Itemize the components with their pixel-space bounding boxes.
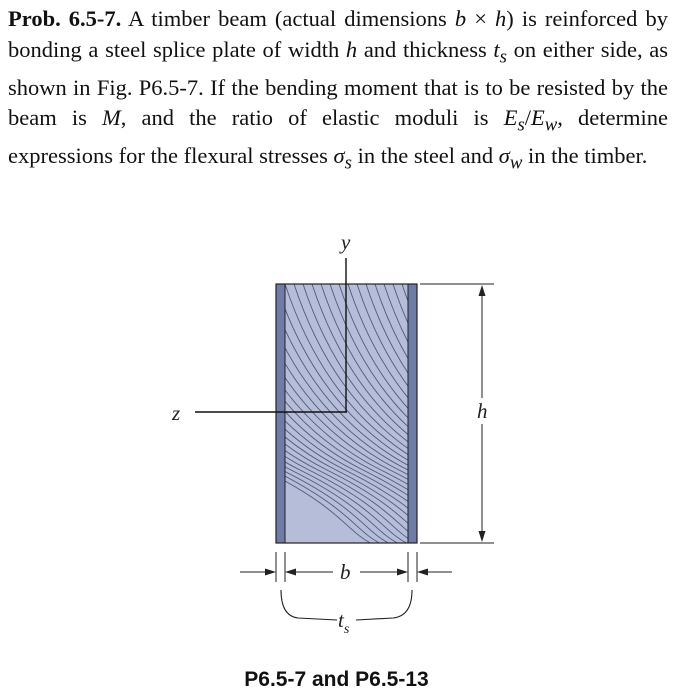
- math-E: E: [531, 105, 545, 130]
- text-run: in the timber.: [522, 143, 648, 168]
- z-axis-label: z: [172, 401, 181, 425]
- math-sigma: σ: [333, 143, 345, 168]
- problem-number: Prob. 6.5-7.: [8, 6, 122, 31]
- grain-line: [393, 284, 653, 545]
- steel-plate-left: [276, 284, 285, 543]
- text-run: , and the ratio of elastic moduli is: [120, 105, 504, 130]
- grain-line: [501, 284, 673, 545]
- math-b: b: [454, 6, 467, 31]
- grain-line: [402, 284, 662, 545]
- math-sub-w: w: [509, 152, 523, 174]
- math-M: M: [102, 105, 121, 130]
- grain-line: [465, 284, 673, 545]
- text-run: ×: [466, 6, 495, 31]
- grain-line: [384, 284, 644, 545]
- math-sigma: σ: [498, 143, 510, 168]
- grain-line: [474, 284, 673, 545]
- grain-line: [483, 284, 673, 545]
- text-run: ) is reinforced by bonding a steel splice plate of width: [8, 6, 668, 62]
- thickness-arrow-left: [265, 569, 276, 576]
- grain-line: [411, 284, 671, 545]
- b-arrow-left: [285, 569, 296, 576]
- steel-plate-right: [408, 284, 417, 543]
- text-run: /: [524, 105, 531, 130]
- y-axis-label: y: [341, 230, 351, 254]
- height-label: h: [477, 399, 488, 423]
- math-t: t: [493, 36, 500, 62]
- grain-line: [492, 284, 673, 545]
- math-h: h: [494, 6, 507, 31]
- text-run: in the steel and: [351, 143, 499, 168]
- math-E: E: [503, 105, 518, 130]
- thickness-brace: [281, 590, 412, 620]
- thickness-label: $t_s$: [338, 608, 350, 637]
- text-run: on either side, as shown in Fig. P6.5-7. If the bending moment that is to be resisted by the beam is: [8, 36, 668, 130]
- math-sub-s: s: [517, 114, 525, 136]
- math-sub-s: s: [499, 46, 507, 67]
- thickness-arrow-right: [417, 569, 428, 576]
- text-run: and thickness: [357, 36, 494, 62]
- width-label: b: [340, 560, 351, 584]
- text-run: A timber beam (actual dimensions: [128, 6, 455, 31]
- b-arrow-right: [397, 569, 408, 576]
- grain-line: [420, 284, 673, 545]
- height-arrow-top: [479, 285, 486, 296]
- math-h: h: [345, 36, 358, 62]
- text-run: , determine expressions for the flexural stresses: [8, 105, 668, 168]
- grain-line: [429, 284, 673, 545]
- figure-caption: P6.5-7 and P6.5-13: [244, 668, 429, 691]
- math-sub-s: s: [344, 152, 352, 174]
- math-sub-w: w: [544, 114, 558, 136]
- height-arrow-bottom: [479, 531, 486, 542]
